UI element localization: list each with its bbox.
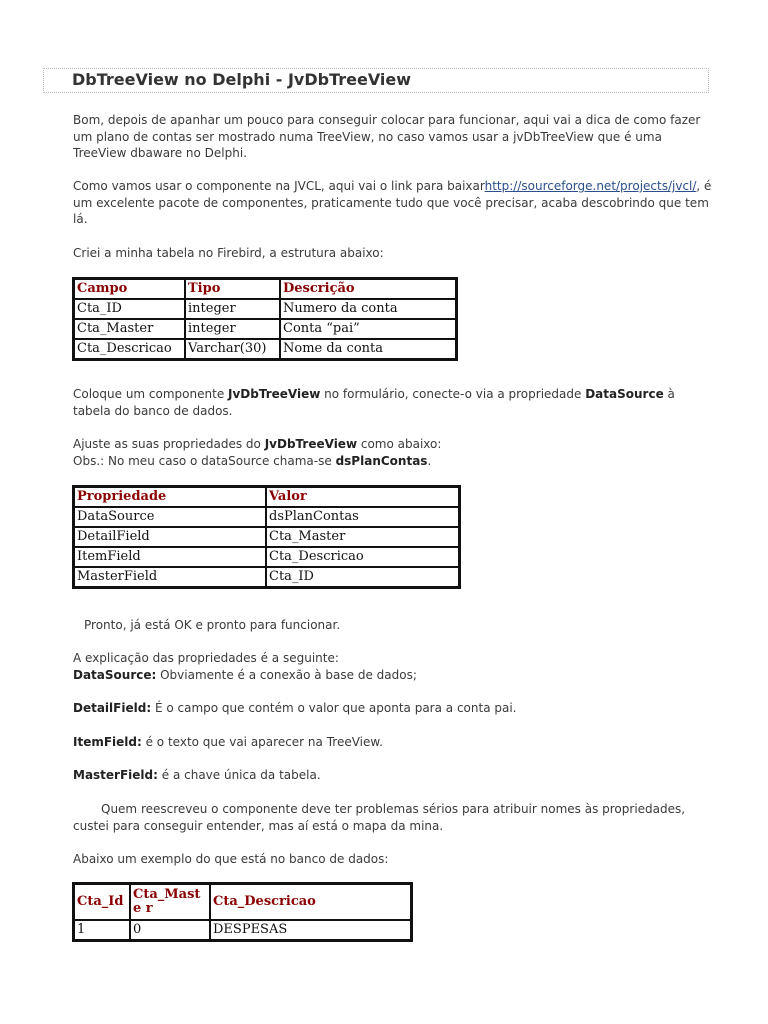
prop-name-datasource: DataSource:: [73, 667, 157, 682]
example-table: [72, 882, 413, 942]
abaixo-paragraph: Abaixo um exemplo do que está no banco de dados:: [73, 852, 389, 866]
table-row: [74, 547, 459, 567]
text-span: como abaixo:: [357, 437, 442, 451]
text-span: A explicação das propriedades é a seguinte:: [73, 651, 339, 665]
bold-component-name: JvDbTreeView: [228, 387, 321, 401]
table-row: [74, 339, 456, 359]
structure-table: [72, 277, 458, 361]
table-cell: Cta_Descricao: [266, 547, 459, 567]
table-header-cell: Cta_Maste r: [130, 884, 210, 920]
detailfield-paragraph: [73, 700, 713, 717]
table-row: [74, 299, 456, 319]
page-title: DbTreeView no Delphi - JvDbTreeView: [72, 70, 412, 89]
table-cell: ItemField: [74, 547, 266, 567]
table-cell: DESPESAS: [210, 920, 411, 940]
table-header-row: [74, 884, 411, 920]
jvcl-text-before: Como vamos usar o componente na JVCL, aqui vai o link para baixar: [73, 179, 485, 193]
prop-description: É o campo que contém o valor que aponta para a conta pai.: [151, 701, 517, 715]
table-cell: 1: [74, 920, 130, 940]
table-header-cell: Cta_Id: [74, 884, 130, 920]
table-row: [74, 507, 459, 527]
table-header-cell: Valor: [266, 487, 459, 507]
table-cell: DataSource: [74, 507, 266, 527]
table-cell: Cta_ID: [266, 567, 459, 587]
text-span: no formulário, conecte-o via a propriedade: [320, 387, 586, 401]
table-cell: Cta_Descricao: [74, 339, 185, 359]
table-header-cell: Cta_Descricao: [210, 884, 411, 920]
bold-property-name: DataSource: [585, 387, 664, 401]
prop-description: é a chave única da tabela.: [157, 768, 321, 782]
table-cell: integer: [185, 299, 280, 319]
bold-datasource-name: dsPlanContas: [335, 453, 428, 468]
jvcl-text-after: , é um excelente pacote de componentes, praticamente tudo que você precisar, acaba descobrindo que tem lá.: [73, 179, 712, 227]
coloque-paragraph: [73, 386, 713, 419]
table-cell: 0: [130, 920, 210, 940]
table-cell: Nome da conta: [280, 339, 456, 359]
pronto-paragraph: Pronto, já está OK e pronto para funcionar.: [84, 618, 341, 632]
table-cell: Numero da conta: [280, 299, 456, 319]
prop-name-detailfield: DetailField:: [73, 701, 152, 715]
table-row: [74, 920, 411, 940]
intro-paragraph: Bom, depois de apanhar um pouco para conseguir colocar para funcionar, aqui vai a dica de como fazer um plano de contas ser mostrado numa TreeView, no caso vamos usar a jvDbTreeView que é uma TreeView dbaware no Delphi.: [73, 113, 701, 161]
table-header-cell: Tipo: [185, 279, 280, 299]
table-cell: Conta “pai”: [280, 319, 456, 339]
text-span: à tabela do banco de dados.: [73, 387, 675, 418]
table-row: [74, 527, 459, 547]
prop-description: Obviamente é a conexão à base de dados;: [156, 667, 417, 682]
jvcl-download-link[interactable]: http://sourceforge.net/projects/jvcl/: [484, 179, 697, 193]
text-span: Coloque um componente: [73, 387, 229, 401]
text-span: Ajuste as suas propriedades do: [73, 437, 265, 451]
explicacao-paragraph: [73, 650, 713, 683]
table-header-cell: Propriedade: [74, 487, 266, 507]
table-cell: dsPlanContas: [266, 507, 459, 527]
table-cell: Cta_Master: [74, 319, 185, 339]
table-header-cell: Campo: [74, 279, 185, 299]
bold-component-name: JvDbTreeView: [264, 437, 358, 451]
jvcl-paragraph: [73, 178, 713, 228]
prop-description: é o texto que vai aparecer na TreeView.: [141, 735, 383, 749]
table-cell: integer: [185, 319, 280, 339]
table-header-row: [74, 487, 459, 507]
table-cell: Cta_ID: [74, 299, 185, 319]
table-cell: Cta_Master: [266, 527, 459, 547]
ajuste-paragraph: [73, 436, 713, 469]
text-span: Obs.: No meu caso o dataSource chama-se: [73, 453, 336, 468]
table-header-cell: Descrição: [280, 279, 456, 299]
itemfield-paragraph: [73, 734, 713, 751]
criei-paragraph: Criei a minha tabela no Firebird, a estrutura abaixo:: [73, 246, 384, 260]
table-cell: MasterField: [74, 567, 266, 587]
table-cell: Varchar(30): [185, 339, 280, 359]
text-span: .: [427, 453, 432, 468]
table-row: [74, 319, 456, 339]
properties-table: [72, 485, 461, 589]
quem-paragraph: Quem reescreveu o componente deve ter problemas sérios para atribuir nomes às propriedades, custei para conseguir entender, mas aí está o mapa da mina.: [73, 802, 686, 833]
table-row: [74, 567, 459, 587]
prop-name-itemfield: ItemField:: [73, 735, 142, 749]
prop-name-masterfield: MasterField:: [73, 768, 158, 782]
masterfield-paragraph: [73, 767, 713, 784]
table-cell: DetailField: [74, 527, 266, 547]
table-header-row: [74, 279, 456, 299]
